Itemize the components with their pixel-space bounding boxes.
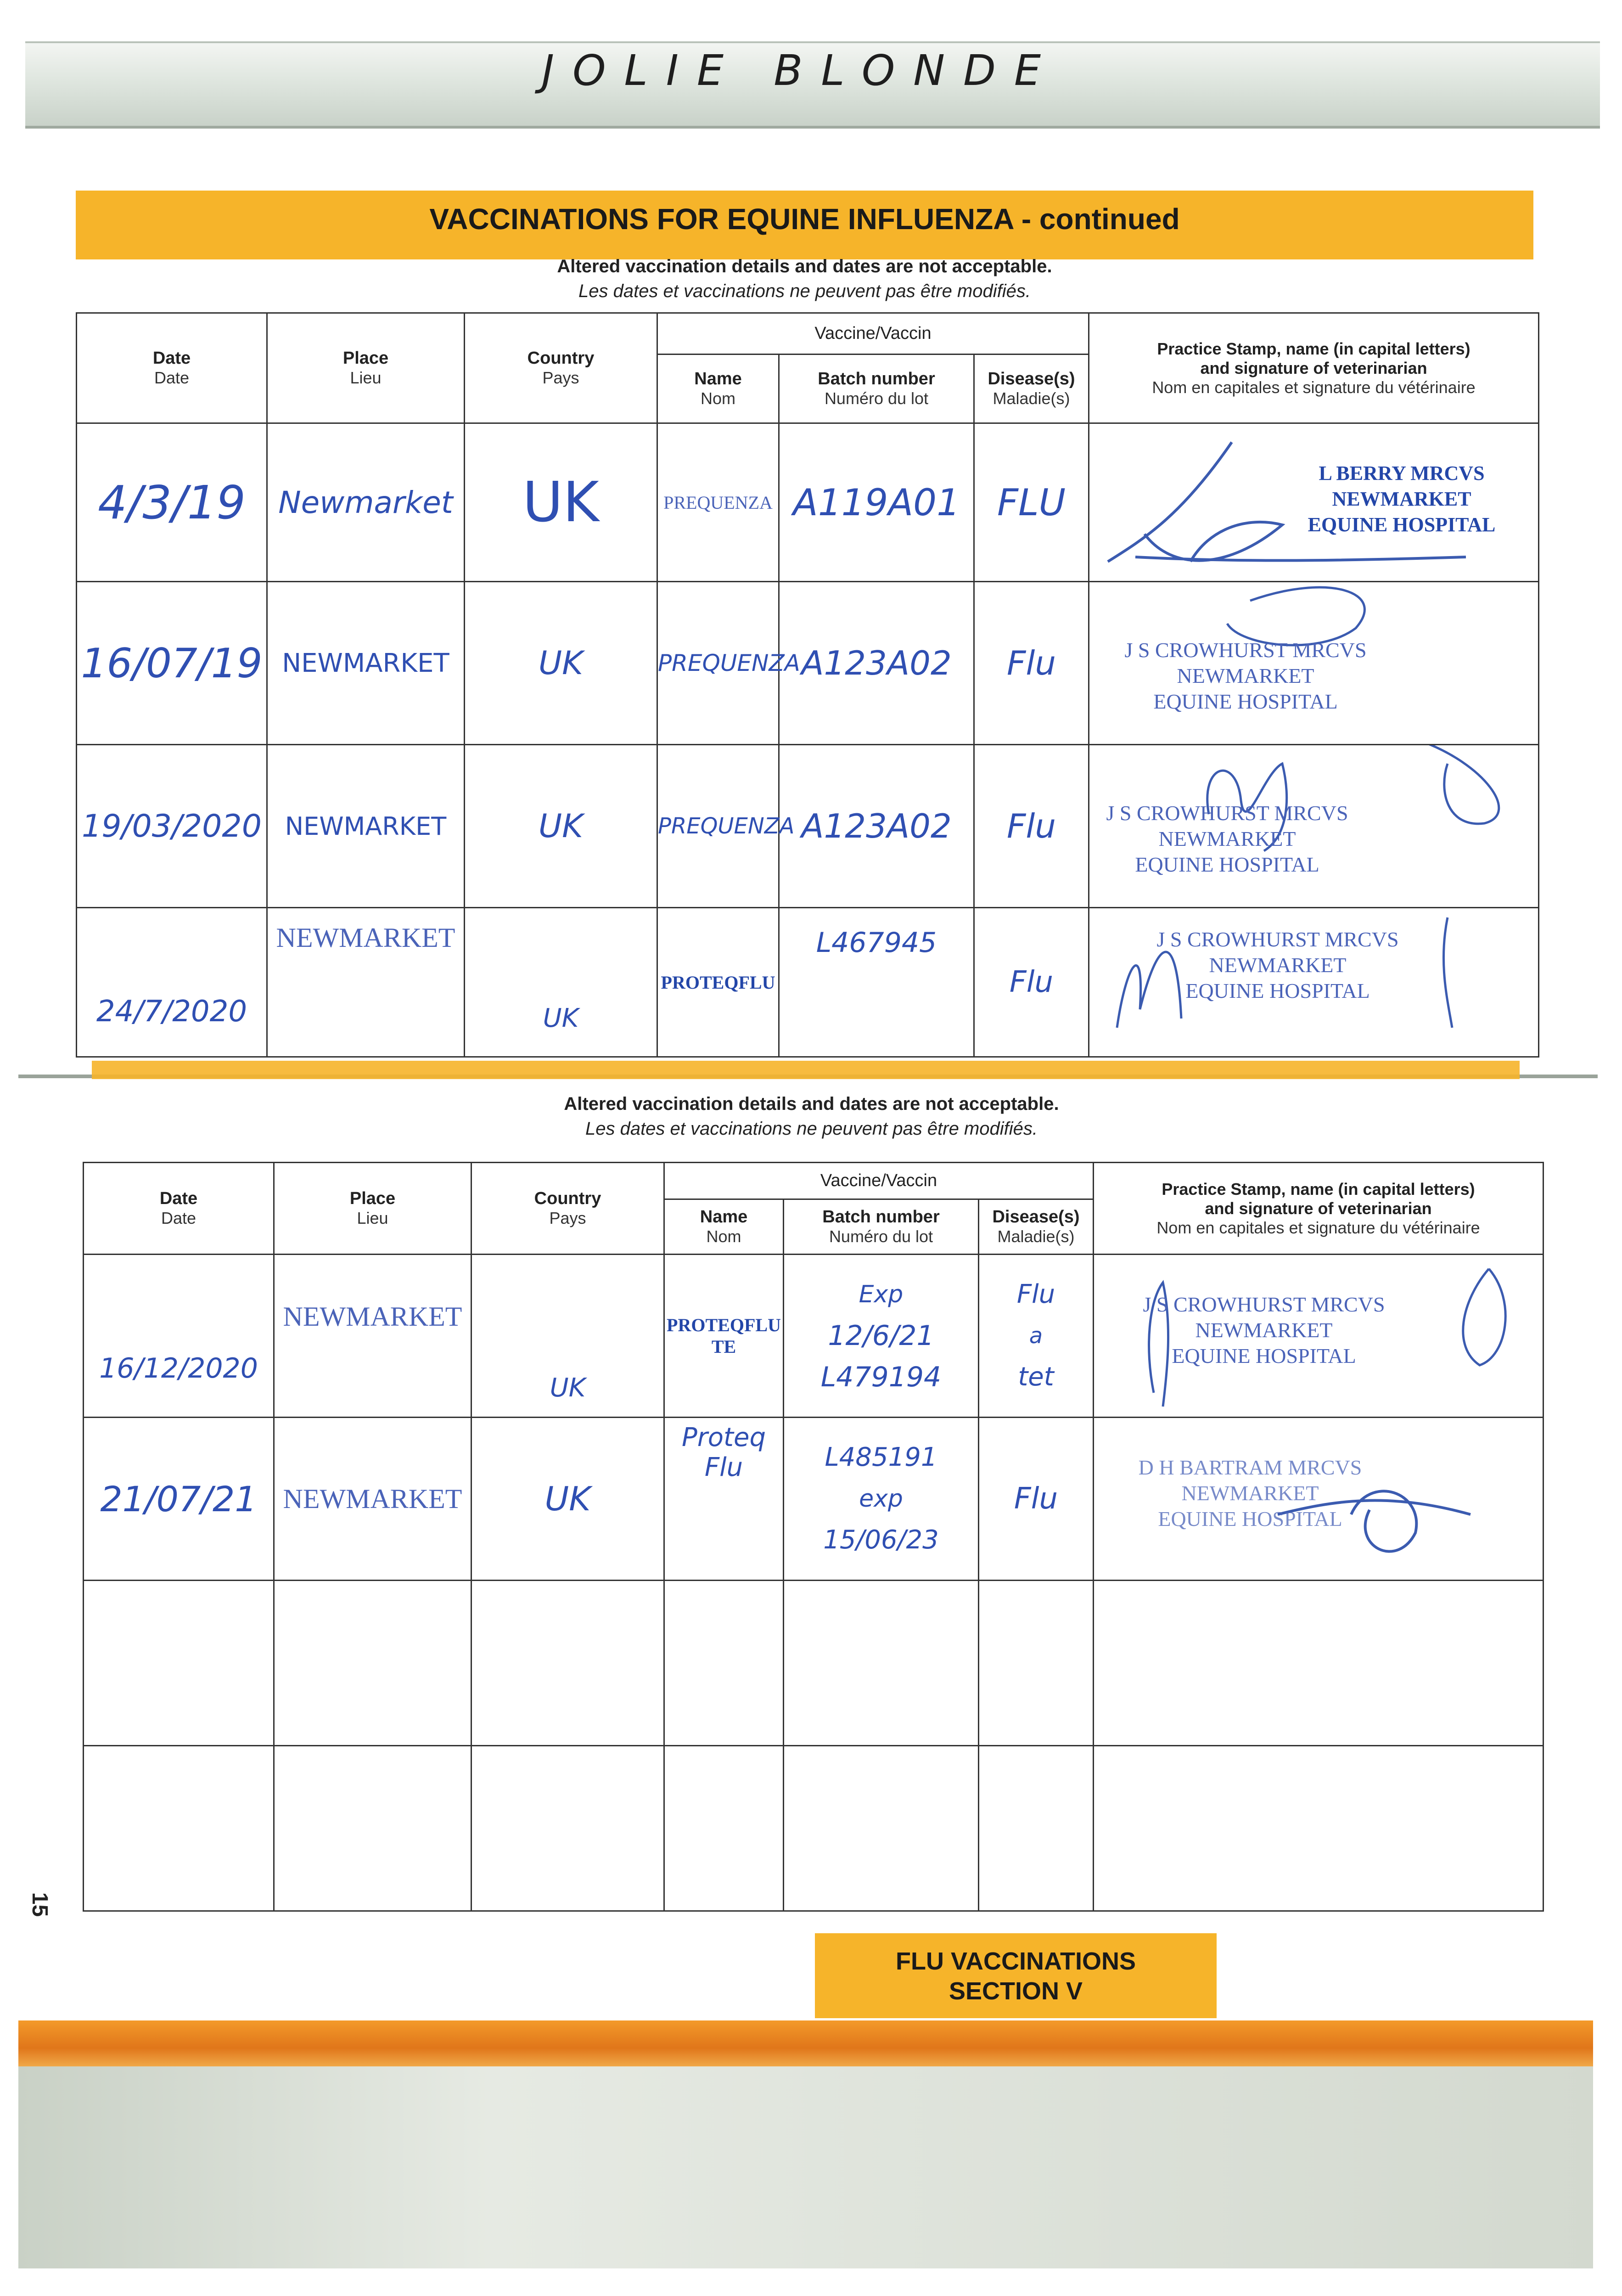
- header-stamp: Practice Stamp, name (in capital letters) and signature of veterinarian Nom en capitales et signature du vétérinaire: [1089, 313, 1539, 423]
- disease-line: Flu: [1016, 1279, 1055, 1309]
- vaccination-table-1: [76, 312, 1539, 1058]
- vaccine-name-cell: PROTEQFLU TE: [667, 1315, 781, 1357]
- batch-line: Exp: [859, 1281, 904, 1308]
- batch-line: exp: [859, 1485, 903, 1513]
- place-cell: NEWMARKET: [283, 1483, 462, 1514]
- header-country: Country Pays: [471, 1163, 664, 1255]
- stamp-town: NEWMARKET: [1332, 488, 1471, 510]
- table-row: [77, 582, 1539, 745]
- bottom-green-panel: [18, 2066, 1593, 2268]
- batch-cell: A123A02: [801, 807, 952, 845]
- bottom-orange-band: [18, 2020, 1593, 2066]
- vaccine-name-cell: PREQUENZA: [663, 492, 773, 513]
- partial-banner: [92, 1061, 1520, 1079]
- country-cell: UK: [538, 807, 584, 845]
- batch-cell: A119A01: [793, 481, 960, 524]
- header-country: Country Pays: [465, 313, 657, 423]
- disease-cell: Flu: [1006, 644, 1056, 682]
- vaccine-name-cell: PREQUENZA: [658, 813, 795, 839]
- batch-line: L479194: [820, 1361, 942, 1393]
- header-batch: Batch number Numéro du lot: [784, 1199, 979, 1255]
- stamp-hospital: EQUINE HOSPITAL: [1158, 1507, 1342, 1531]
- header-disease: Disease(s) Maladie(s): [979, 1199, 1094, 1255]
- stamp-hospital: EQUINE HOSPITAL: [1172, 1344, 1356, 1367]
- section-label-line1: FLU VACCINATIONS: [896, 1947, 1136, 1975]
- batch-cell: L467945: [816, 927, 937, 959]
- table-row: [84, 1418, 1543, 1581]
- date-cell: 24/7/2020: [96, 995, 247, 1029]
- header-name: Name Nom: [657, 355, 779, 423]
- place-cell: NEWMARKET: [276, 923, 455, 953]
- stamp-town: NEWMARKET: [1195, 1318, 1333, 1342]
- date-cell: 21/07/21: [100, 1478, 257, 1519]
- page-number: 15: [28, 1892, 52, 1917]
- header-date: Date Date: [77, 313, 267, 423]
- header-vaccine-group: Vaccine/Vaccin: [657, 313, 1089, 355]
- batch-line: L485191: [825, 1442, 937, 1472]
- stamp-hospital: EQUINE HOSPITAL: [1135, 853, 1319, 876]
- place-cell: NEWMARKET: [283, 1301, 462, 1332]
- stamp-hospital: EQUINE HOSPITAL: [1185, 979, 1370, 1002]
- disease-line: tet: [1018, 1362, 1054, 1392]
- disease-cell: Flu: [1009, 965, 1054, 999]
- stamp-town: NEWMARKET: [1209, 953, 1347, 977]
- place-cell: NEWMARKET: [282, 648, 449, 678]
- stamp-vet-name: J S CROWHURST MRCVS: [1143, 1293, 1385, 1316]
- header-place: Place Lieu: [267, 313, 465, 423]
- date-cell: 4/3/19: [98, 475, 246, 529]
- stamp-hospital: EQUINE HOSPITAL: [1153, 690, 1338, 713]
- header-batch: Batch number Numéro du lot: [779, 355, 974, 423]
- country-cell: UK: [543, 1003, 579, 1033]
- table-row: [77, 908, 1539, 1057]
- country-cell: UK: [550, 1373, 586, 1403]
- disease-cell: Flu: [1006, 807, 1056, 845]
- notice-en-2: Altered vaccination details and dates are not acceptable.: [564, 1094, 1059, 1114]
- section-title: VACCINATIONS FOR EQUINE INFLUENZA - continued: [429, 203, 1180, 236]
- stamp-vet-name: L BERRY MRCVS: [1319, 462, 1485, 484]
- table-row: [84, 1255, 1543, 1418]
- notice-fr: Les dates et vaccinations ne peuvent pas être modifiés.: [578, 281, 1031, 301]
- disease-cell: Flu: [1014, 1482, 1058, 1516]
- header-vaccine-group: Vaccine/Vaccin: [664, 1163, 1094, 1199]
- header-stamp: Practice Stamp, name (in capital letters) and signature of veterinarian Nom en capitales et signature du vétérinaire: [1094, 1163, 1543, 1255]
- section-label-box: [815, 1933, 1217, 2018]
- section-label-line2: SECTION V: [949, 1977, 1083, 2005]
- vaccine-name-cell: PROTEQFLU: [661, 972, 775, 993]
- table-row: [77, 745, 1539, 908]
- table-row: [77, 423, 1539, 582]
- batch-cell: A123A02: [801, 644, 952, 682]
- date-cell: 16/07/19: [81, 639, 263, 687]
- stamp-vet-name: J S CROWHURST MRCVS: [1156, 928, 1399, 951]
- notice-fr-2: Les dates et vaccinations ne peuvent pas être modifiés.: [585, 1119, 1038, 1139]
- date-cell: 19/03/2020: [82, 808, 262, 844]
- disease-cell: FLU: [997, 481, 1066, 524]
- horse-name: JOLIE BLONDE: [542, 46, 1060, 95]
- header-name: Name Nom: [664, 1199, 784, 1255]
- stamp-vet-name: J S CROWHURST MRCVS: [1124, 638, 1367, 662]
- stamp-vet-name: D H BARTRAM MRCVS: [1138, 1456, 1362, 1479]
- stamp-town: NEWMARKET: [1181, 1481, 1319, 1505]
- vaccine-name-cell: Proteq Flu: [681, 1423, 766, 1482]
- header-disease: Disease(s) Maladie(s): [974, 355, 1089, 423]
- header-date: Date Date: [84, 1163, 274, 1255]
- header-place: Place Lieu: [274, 1163, 471, 1255]
- country-cell: UK: [538, 644, 584, 682]
- place-cell: Newmarket: [278, 484, 453, 520]
- place-cell: NEWMARKET: [285, 811, 447, 841]
- batch-line: 15/06/23: [823, 1525, 939, 1555]
- stamp-town: NEWMARKET: [1177, 664, 1314, 687]
- notice-en: Altered vaccination details and dates are not acceptable.: [557, 256, 1052, 276]
- vaccine-name-cell: PREQUENZA: [658, 650, 800, 676]
- stamp-town: NEWMARKET: [1158, 827, 1296, 850]
- table-row-empty: [84, 1746, 1543, 1911]
- stamp-vet-name: J S CROWHURST MRCVS: [1106, 801, 1348, 825]
- country-cell: UK: [522, 470, 599, 535]
- batch-line: 12/6/21: [828, 1320, 934, 1352]
- disease-line: a: [1029, 1323, 1043, 1349]
- date-cell: 16/12/2020: [99, 1352, 258, 1384]
- country-cell: UK: [544, 1480, 591, 1518]
- vaccination-table-2: [83, 1162, 1544, 1912]
- stamp-hospital: EQUINE HOSPITAL: [1308, 513, 1496, 536]
- table-row-empty: [84, 1581, 1543, 1746]
